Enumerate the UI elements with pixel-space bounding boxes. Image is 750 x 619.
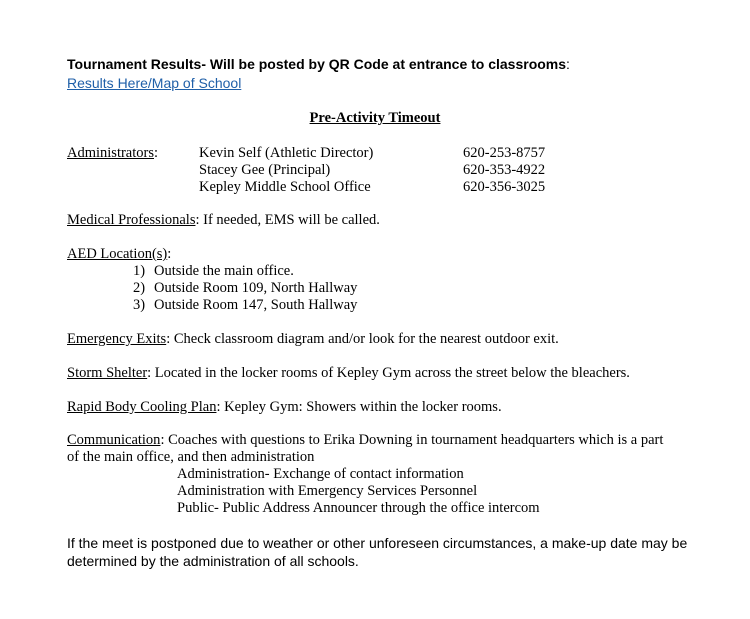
administrators-colon: : [154, 145, 159, 161]
aed-label-row [67, 246, 171, 263]
admin-phone: 620-353-4922 [463, 162, 546, 178]
shelter-row [67, 365, 630, 382]
results-colon: : [566, 56, 570, 72]
aed-item-text: Outside Room 109, North Hallway [154, 280, 358, 296]
communication-item: Public- Public Address Announcer through the office intercom [177, 500, 540, 516]
results-notice [67, 56, 570, 72]
results-link-row [67, 75, 241, 91]
communication-label: Communication [67, 432, 161, 448]
medical-label: Medical Professionals [67, 212, 196, 228]
exits-label: Emergency Exits [67, 331, 167, 347]
aed-item-text: Outside the main office. [154, 263, 294, 279]
communication-row [67, 432, 663, 449]
aed-item-number: 1) [133, 263, 146, 279]
exits-row [67, 331, 559, 348]
cooling-text: : Kepley Gym: Showers within the locker rooms. [216, 399, 502, 415]
shelter-label: Storm Shelter [67, 365, 148, 381]
admin-name: Kevin Self (Athletic Director) [199, 145, 374, 161]
admin-phone: 620-356-3025 [463, 179, 546, 195]
communication-item: Administration- Exchange of contact information [177, 466, 464, 482]
postponement-note-line1: If the meet is postponed due to weather or other unforeseen circumstances, a make-up date may be [67, 535, 688, 551]
results-map-link[interactable]: Results Here/Map of School [67, 75, 242, 91]
admin-name: Stacey Gee (Principal) [199, 162, 331, 178]
cooling-row [67, 399, 502, 416]
results-title: Tournament Results- Will be posted by QR Code at entrance to classrooms [67, 56, 567, 72]
postponement-note-line2: determined by the administration of all schools. [67, 553, 359, 569]
medical-row [67, 212, 380, 229]
admin-phone: 620-253-8757 [463, 145, 546, 161]
aed-item-text: Outside Room 147, South Hallway [154, 297, 358, 313]
communication-text-cont: of the main office, and then administration [67, 449, 315, 465]
aed-item-number: 3) [133, 297, 146, 313]
communication-item: Administration with Emergency Services Personnel [177, 483, 478, 499]
aed-colon: : [167, 246, 172, 262]
admin-name: Kepley Middle School Office [199, 179, 371, 195]
aed-item-number: 2) [133, 280, 146, 296]
exits-text: : Check classroom diagram and/or look for the nearest outdoor exit. [166, 331, 559, 347]
medical-text: : If needed, EMS will be called. [195, 212, 380, 228]
cooling-label: Rapid Body Cooling Plan [67, 399, 217, 415]
aed-label: AED Location(s) [67, 246, 168, 262]
administrators-label-row [67, 145, 158, 162]
shelter-text: : Located in the locker rooms of Kepley Gym across the street below the bleachers. [147, 365, 630, 381]
administrators-label: Administrators [67, 145, 154, 161]
page-title: Pre-Activity Timeout [309, 110, 441, 126]
communication-text: : Coaches with questions to Erika Downing in tournament headquarters which is a part [160, 432, 664, 448]
